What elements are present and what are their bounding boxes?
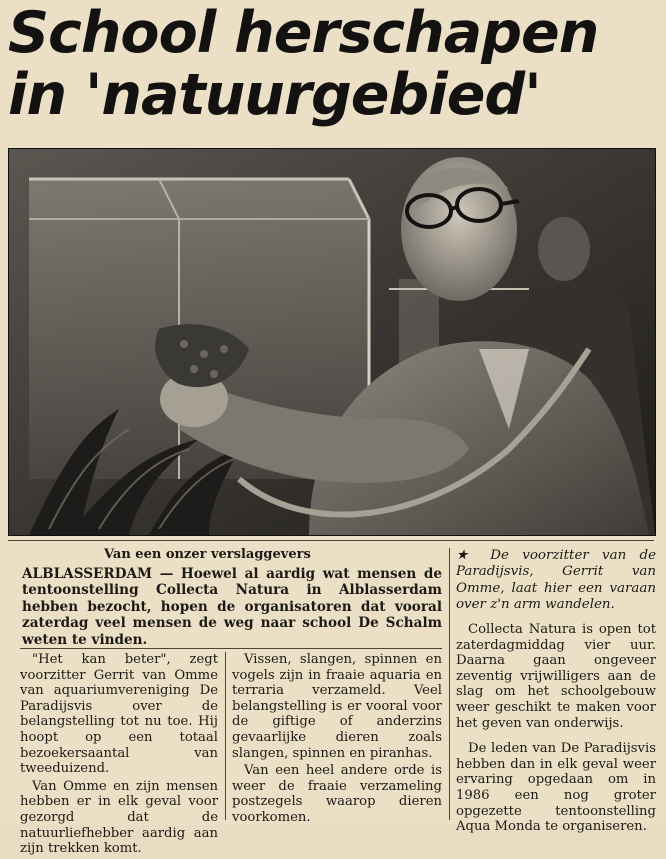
paragraph: "Het kan beter", zegt voorzitter Gerrit van Omme van aquariumvereniging De Paradijsvis over de belangstelling tot nu toe. Hij hoopt op een totaal bezoekersaantal van tweeduizend. (20, 652, 218, 777)
paragraph: Collecta Natura is open tot zaterdagmiddag vier uur. Daarna gaan ongeveer zeventig vrijwilligers aan de slag om het schoolgebouw weer geschikt te maken voor het geven van onderwijs. (456, 622, 656, 731)
paragraph: De leden van De Paradijsvis hebben dan in elk geval weer ervaring opgedaan om in 1986 een nog groter opgezette tentoonstelling Aqua Monda te organiseren. (456, 741, 656, 835)
paragraph: Vissen, slangen, spinnen en vogels zijn in fraaie aquaria en terraria verzameld. Veel belangstelling is er vooral voor de giftige of anderzins gevaarlijke dieren zoals slangen, spinnen en piranhas. (232, 652, 442, 761)
column-divider (449, 548, 450, 820)
byline: Van een onzer verslaggevers (104, 547, 311, 562)
lead-paragraph: ALBLASSERDAM — Hoewel al aardig wat mensen de tentoonstelling Collecta Natura in Alblasserdam hebben bezocht, hopen de organisatoren dat vooral zaterdag veel mensen de weg naar school De Schalm weten te vinden. (22, 566, 442, 648)
column-divider (225, 652, 226, 820)
article-column-3 (456, 622, 656, 837)
paragraph: Van Omme en zijn mensen hebben er in elk geval voor gezorgd dat de natuurliefhebber aardig aan zijn trekken komt. (20, 778, 218, 857)
photo-caption: ★ De voorzitter van de Paradijsvis, Gerrit van Omme, laat hier een varaan over z'n arm wandelen. (456, 548, 656, 613)
article-column-2 (232, 652, 442, 828)
headline (8, 2, 658, 126)
divider (20, 648, 442, 649)
paragraph: Van een heel andere orde is weer de fraaie verzameling postzegels waarop dieren voorkomen. (232, 763, 442, 825)
divider (8, 540, 654, 541)
news-photo (8, 148, 656, 536)
headline-line-2: in 'natuurgebied' (8, 62, 541, 128)
article-column-1 (20, 652, 218, 859)
photo-man-with-snake-at-terrarium-icon (9, 149, 655, 535)
headline-line-1: School herschapen (8, 0, 599, 66)
